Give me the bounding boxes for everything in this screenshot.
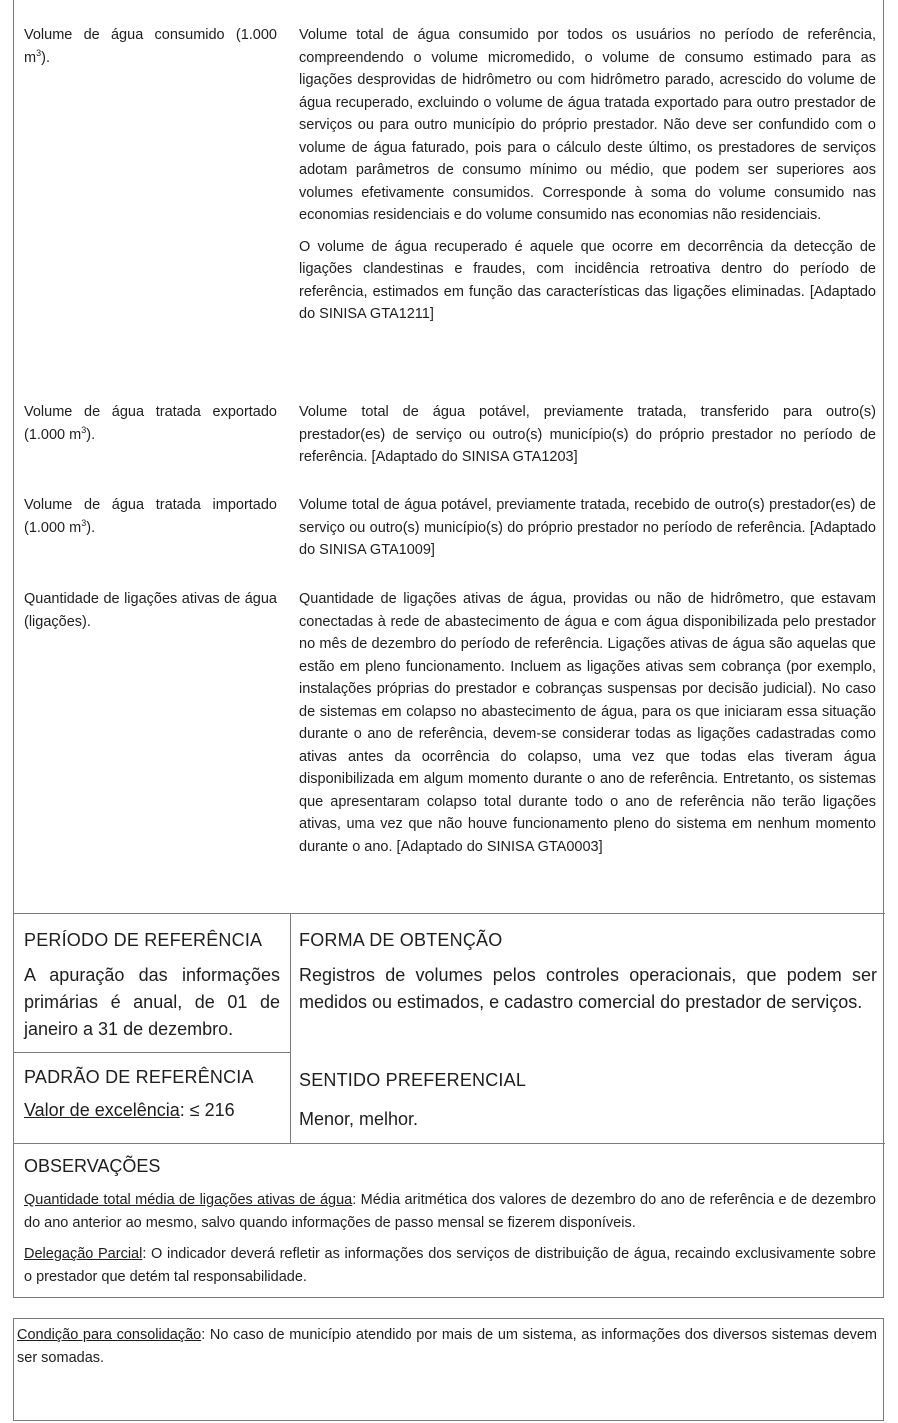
condicao-text-line	[17, 1324, 877, 1369]
observacao-item	[24, 1243, 876, 1288]
observacao-text: : O indicador deverá refletir as informações dos serviços de distribuição de água, recaindo exclusivamente sobre o prestador que detém tal responsabilidade.	[24, 1246, 876, 1285]
definition-term: Volume de água consumido (1.000 $m^3$).	[24, 27, 277, 66]
observacoes-title: OBSERVAÇÕES	[24, 1156, 161, 1176]
padrao-value-line	[24, 1097, 280, 1124]
padrao-value: : ≤ 216	[179, 1100, 235, 1120]
column-divider	[290, 913, 291, 1143]
padrao-title: PADRÃO DE REFERÊNCIA	[24, 1067, 254, 1087]
observacao-text: : Média aritmética dos valores de dezembro do ano de referência e de dezembro do ano anterior ao mesmo, salvo quando informações de passo mensal se fizerem disponíveis.	[24, 1192, 877, 1231]
sentido-text: Menor, melhor.	[299, 1109, 419, 1129]
forma-text: Registros de volumes pelos controles operacionais, que podem ser medidos ou estimados, e cadastro comercial do prestador de serviços.	[299, 965, 877, 1012]
condicao-text: : No caso de município atendido por mais de um sistema, as informações dos diversos sistemas devem ser somadas.	[17, 1327, 877, 1366]
divider	[14, 1143, 885, 1144]
definition-description	[299, 24, 876, 335]
observacao-item	[24, 1189, 876, 1234]
definition-paragraph: O volume de água recuperado é aquele que ocorre em decorrência da detecção de ligações clandestinas e fraudes, com incidência retroativa dentro do período de referência, estimados em função das características das ligações eliminadas. [Adaptado do SINISA GTA1211]	[299, 238, 876, 322]
periodo-title: PERÍODO DE REFERÊNCIA	[24, 930, 263, 950]
definition-description	[299, 401, 876, 478]
definition-term: Quantidade de ligações ativas de água (ligações).	[24, 591, 277, 630]
condicao-label: Condição para consolidação	[17, 1327, 202, 1343]
indicator-sheet	[13, 0, 884, 1298]
definition-paragraph: Volume total de água potável, previamente tratada, transferido para outro(s) prestador(es) de serviço ou outro(s) município(s) do próprio prestador no período de referência. [Adaptado do SINISA GTA1203]	[299, 404, 876, 465]
sentido-title: SENTIDO PREFERENCIAL	[299, 1070, 527, 1090]
periodo-text: A apuração das informações primárias é anual, de 01 de janeiro a 31 de dezembro.	[24, 965, 280, 1039]
divider	[14, 913, 885, 914]
definition-description	[299, 494, 876, 571]
condicao-box	[13, 1318, 884, 1421]
observacao-label: Quantidade total média de ligações ativas de água	[24, 1192, 353, 1208]
padrao-label: Valor de excelência	[24, 1100, 180, 1120]
forma-title: FORMA DE OBTENÇÃO	[299, 930, 503, 950]
definition-paragraph: Volume total de água potável, previamente tratada, recebido de outro(s) prestador(es) de serviço ou outro(s) município(s) do próprio prestador no período de referência. [Adaptado do SINISA GTA1009]	[299, 497, 876, 558]
definition-paragraph: Quantidade de ligações ativas de água, providas ou não de hidrômetro, que estavam conectadas à rede de abastecimento de água e com água disponibilizada pelo prestador no mês de dezembro do período de referência. Ligações ativas de água são aquelas que estão em pleno funcionamento. Incluem as ligações ativas sem cobrança (por exemplo, instalações próprias do prestador e cobranças suspensas por decisão judicial). No caso de sistemas em colapso no abastecimento de água, para os que iniciaram essa situação durante o ano de referência, devem-se considerar todas as ligações cadastradas como ativas antes da ocorrência do colapso, uma vez que todas elas tiveram água disponibilizada em algum momento durante o ano de referência. Entretanto, os sistemas que apresentaram colapso total durante todo o ano de referência não terão ligações ativas, uma vez que não houve funcionamento pleno do sistema em nenhum momento durante o ano. [Adaptado do SINISA GTA0003]	[299, 591, 876, 855]
definition-term: Volume de água tratada importado (1.000 $m^3$).	[24, 497, 277, 536]
definition-term: Volume de água tratada exportado (1.000 $m^3$).	[24, 404, 277, 443]
definition-description	[299, 588, 876, 867]
divider	[14, 1052, 290, 1053]
observacao-label: Delegação Parcial	[24, 1246, 143, 1262]
definition-paragraph: Volume total de água consumido por todos os usuários no período de referência, compreendendo o volume micromedido, o volume de consumo estimado para as ligações desprovidas de hidrômetro ou com hidrômetro parado, acrescido do volume de água recuperado, excluindo o volume de água tratada exportado para outro prestador de serviços ou para outro município do próprio prestador. Não deve ser confundido com o volume de água faturado, pois para o cálculo deste último, os prestadores de serviços adotam parâmetros de consumo mínimo ou médio, que podem ser superiores aos volumes efetivamente consumidos. Corresponde à soma do volume consumido nas economias residenciais e do volume consumido nas economias não residenciais.	[299, 27, 876, 223]
